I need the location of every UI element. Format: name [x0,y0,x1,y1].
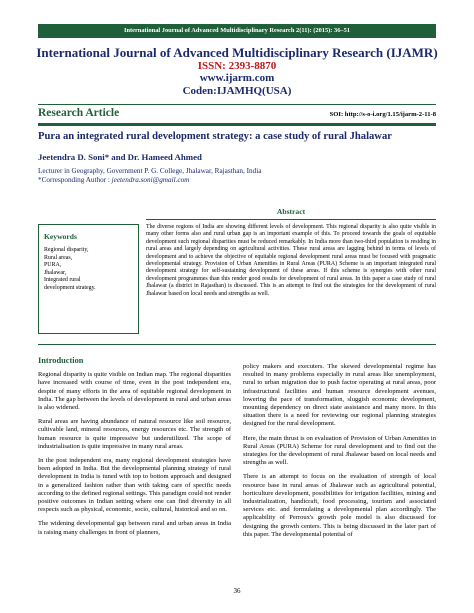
article-type-band [38,104,436,126]
body-paragraph: Rural areas are having abundance of natural resource like soil resource, cultivable land, mineral resources, energy resources etc. The strength of human resource is quite impressive but underutilized. The scope of industrialisation is quite impressive in many rural areas. [38,418,231,450]
author-affiliation [38,167,261,185]
keywords-title: Keywords [44,232,77,241]
journal-issn: ISSN: 2393-8870 [197,60,277,72]
keywords-box [38,224,139,334]
article-title: Pura an integrated rural development strategy: a case study of rural Jhalawar [38,131,392,142]
keyword-item: development strategy. [44,284,96,291]
body-paragraph: policy makers and executers. The skewed developmental regime has resulted in many problems especially in rural areas like unemployment, rural to urban migration due to push factor operating at rural areas, poor infrastructural facilities and human resource development avenues, lowering the pace of transformation, sluggish economic development, mounting dependency on direct state assistance and many more. In this situation there is a need for reviewing our regional planning strategies designed for the rural development. [243,363,436,428]
abstract-text: The diverse regions of India are showing different levels of development. This regional disparity is also quite visible in many other forms also and rural urban gap is an important example of this. To proceed towards the goals of equitable development such regional disparities must be reduced remarkably. In India more than two-third population is residing in rural areas and largely depending on agricultural activities. These rural areas are lagging behind in terms of levels of development and to achieve the objective of equitable regional development rural areas must be focused with pragmatic developmental strategy. Provision of Urban Amenities in Rural Areas (PURA) Scheme is an important integrated rural development strategy for self-sustaining development of these areas. If this scheme is synergies with other rural development programmes than this render good results for development of rural areas. In this paper a case study of rural Jhalawar (a district in Rajasthan) is discussed. This is an attempt to find out the strategies for the development of rural Jhalawar based on local needs and strengths as well. [146,224,436,297]
body-paragraph: In the post independent era, many regional development strategies have been adopted in India. But the developmental planning strategy of rural development in India is tuned with top to bottom approach and designed in a generalized fashion rather than with taking care of specific needs according to the defined regional settings. This paradigm could not render positive outcomes in Indian setting where one can find diversity in all respects such as physical, economic, socio, cultural, historical and so on. [38,457,231,514]
abstract-divider [38,344,436,345]
corresponding-label: *Corresponding Author : [38,176,112,184]
body-column-right [243,363,436,545]
affiliation-line: Lecturer in Geography, Government P. G. College, Jhalawar, Rajasthan, India [38,167,262,175]
keyword-item: PURA, [44,262,62,269]
journal-coden: Coden:IJAMHQ(USA) [182,85,292,97]
journal-title: International Journal of Advanced Multidisciplinary Research (IJAMR) [36,45,438,60]
article-doi-link[interactable]: SOI: http://s-o-i.org/1.15/ijarm-2-11-8 [329,111,436,118]
keyword-item: Regional disparity, [44,247,89,253]
body-paragraph: Here, the main thrust is on evaluation of Provision of Urban Amenities in Rural Areas (PURA) Scheme for rural development and to find out the strategies for the development of rural Jhalawar based on local needs and strengths as well. [243,434,436,467]
article-type: Research Article [38,107,120,119]
abstract-heading: Abstract [146,207,436,220]
body-column-left [38,357,231,543]
keyword-item: Jhalawar, [44,269,67,276]
journal-website-link[interactable]: www.ijarm.com [199,72,275,84]
introduction-heading: Introduction [38,356,84,365]
running-header: International Journal of Advanced Multidisciplinary Research 2(11): (2015): 36–51 [38,24,436,38]
corresponding-email-link[interactable]: jeetendra.soni@gmail.com [111,176,190,184]
corresponding-author-line [38,176,261,185]
keyword-item: Rural areas, [44,254,73,261]
body-paragraph: There is an attempt to focus on the evaluation of strength of local resource base in rural areas of Jhalawar such as agricultural potential, horticulture development, possibilities for irrigation facilities, mining and industrialization, handicraft, food processing, tourism and associated services etc. and formulating a developmental plan accordingly. The applicability of Perroux's growth pole model is also discussed for designing the growth centers. This is being discussed in the later part of this paper. The developmental potential of [243,473,436,538]
body-paragraph: Regional disparity is quite visible on Indian map. The regional disparities have increased with course of time, even in the post independent era, despite of many efforts in the area of equitable regional development in India. The gap between the levels of development in rural and urban areas is also widened. [38,371,231,412]
page-number: 36 [233,587,241,595]
article-authors: Jeetendra D. Soni* and Dr. Hameed Ahmed [38,152,202,162]
keyword-item: Integrated rural [44,277,81,284]
body-paragraph: The widening developmental gap between rural and urban areas in India is raising many challenges in front of planners, [38,520,231,536]
